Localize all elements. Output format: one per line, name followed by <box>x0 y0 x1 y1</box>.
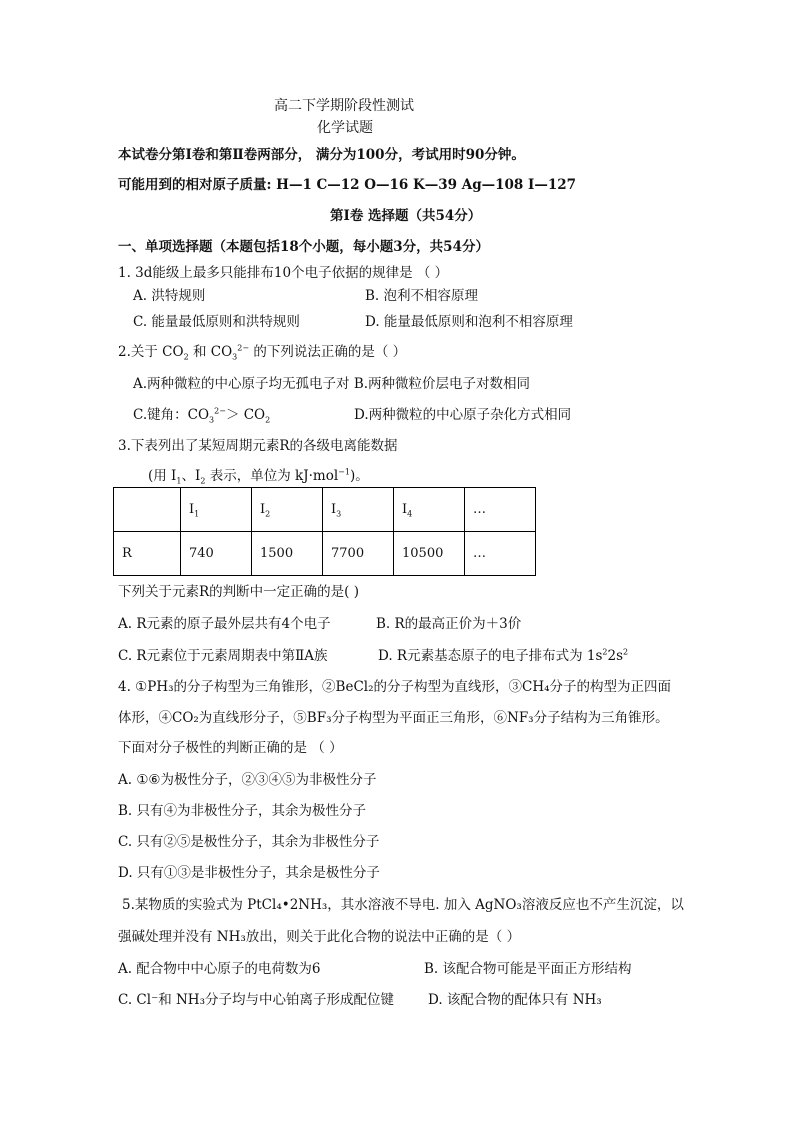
section-title: 第Ⅰ卷 选择题（共54分） <box>330 208 482 224</box>
table-cell: 7700 <box>323 532 394 576</box>
table-cell: … <box>465 532 536 576</box>
q5-stem-line1: 5.某物质的实验式为 PtCl₄•2NH₃，其水溶液不导电. 加入 AgNO₃溶液反应也不产生沉淀，以 <box>122 897 684 913</box>
q3-option-b: B. R的最高正价为＋3价 <box>376 616 522 632</box>
q5-option-c: C. Cl⁻和 NH₃分子均与中心铂离子形成配位键 <box>118 992 394 1008</box>
q5-option-b: B. 该配合物可能是平面正方形结构 <box>424 961 632 977</box>
q5-option-d: D. 该配合物的配体只有 NH₃ <box>428 992 602 1008</box>
exam-subtitle: 化学试题 <box>317 120 373 136</box>
q4-question: 下面对分子极性的判断正确的是 （ ） <box>118 740 343 756</box>
q2-stem: 2.关于 $CO_2$ 和 $CO_3^{2-}$ 的下列说法正确的是（ ） <box>118 343 407 362</box>
table-row <box>114 532 536 576</box>
q4-option-d: D. 只有①③是非极性分子，其余是极性分子 <box>118 865 380 881</box>
exam-title: 高二下学期阶段性测试 <box>274 98 414 114</box>
table-cell: R <box>114 532 181 576</box>
q4-option-c: C. 只有②⑤是极性分子，其余为非极性分子 <box>118 834 380 850</box>
table-cell: … <box>465 488 536 532</box>
q5-option-a: A. 配合物中中心原子的电荷数为6 <box>118 961 321 977</box>
table-cell: $I_2$ <box>252 488 323 532</box>
q1-stem: 1. 3d能级上最多只能排布10个电子依据的规律是 （ ） <box>118 265 449 281</box>
table-cell: 1500 <box>252 532 323 576</box>
q4-option-b: B. 只有④为非极性分子，其余为极性分子 <box>118 803 367 819</box>
atomic-masses: 可能用到的相对原子质量: H—1 C—12 O—16 K—39 Ag—108 I—127 <box>118 177 577 193</box>
exam-intro: 本试卷分第Ⅰ卷和第Ⅱ卷两部分， 满分为100分，考试用时90分钟。 <box>118 147 525 163</box>
q5-stem-line2: 强碱处理并没有 NH₃放出，则关于此化合物的说法中正确的是（ ） <box>118 929 521 945</box>
q3-stem: 3.下表列出了某短周期元素R的各级电离能数据 <box>118 438 398 454</box>
table-cell: $I_3$ <box>323 488 394 532</box>
q1-option-a: A. 洪特规则 <box>133 288 206 304</box>
table-cell: $I_1$ <box>181 488 252 532</box>
q4-option-a: A. ①⑥为极性分子，②③④⑤为非极性分子 <box>118 772 377 788</box>
q2-option-ab: A.两种微粒的中心原子均无孤电子对 B.两种微粒价层电子对数相同 <box>133 376 531 392</box>
q2-option-d: D.两种微粒的中心原子杂化方式相同 <box>354 407 572 423</box>
q3-option-a: A. R元素的原子最外层共有4个电子 <box>118 616 331 632</box>
table-cell: $I_4$ <box>394 488 465 532</box>
table-header-row <box>114 488 536 532</box>
q1-option-d: D. 能量最低原则和泡利不相容原理 <box>365 314 573 330</box>
q3-question: 下列关于元素R的判断中一定正确的是( ) <box>118 584 359 600</box>
part-title: 一、单项选择题（本题包括18个小题，每小题3分，共54分） <box>118 239 489 255</box>
ionization-energy-table <box>113 487 536 576</box>
table-cell: 10500 <box>394 532 465 576</box>
q4-stem-line2: 体形，④CO₂为直线形分子，⑤BF₃分子构型为平面正三角形，⑥NF₃分子结构为三角锥形。 <box>118 710 669 726</box>
q4-stem-line1: 4. ①PH₃的分子构型为三角锥形，②BeCl₂的分子构型为直线形，③CH₄分子的构型为正四面 <box>118 679 672 695</box>
q3-option-d: D. R元素基态原子的电子排布式为 $1s^22s^2$ <box>378 647 629 664</box>
table-cell: 740 <box>181 532 252 576</box>
q3-option-c: C. R元素位于元素周期表中第ⅡA族 <box>118 648 328 664</box>
table-cell <box>114 488 181 532</box>
q2-option-c: C.键角：$CO_3^{2-}> CO_2$ <box>133 406 271 425</box>
q3-unit-note: (用 $I_1$、$I_2$ 表示，单位为 kJ·mol$^{-1}$)。 <box>148 467 369 486</box>
q1-option-c: C. 能量最低原则和洪特规则 <box>133 314 300 330</box>
q1-option-b: B. 泡利不相容原理 <box>365 288 479 304</box>
